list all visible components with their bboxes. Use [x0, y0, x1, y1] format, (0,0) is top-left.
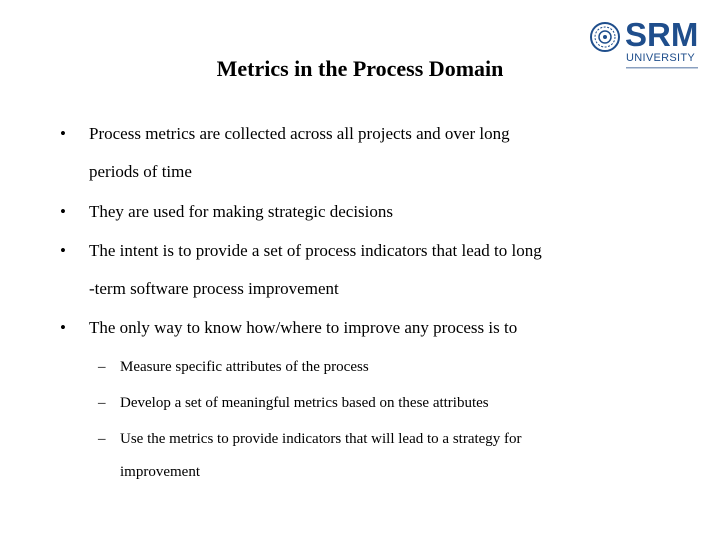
- sub-bullet-marker: –: [98, 395, 106, 411]
- sub-bullet-text: Develop a set of meaningful metrics based on these attributes: [120, 395, 489, 411]
- sub-bullet-text: Use the metrics to provide indicators that will lead to a strategy for: [120, 431, 522, 447]
- bullet-marker: •: [60, 124, 66, 143]
- sub-bullet-marker: –: [98, 431, 106, 447]
- bullet-text: Process metrics are collected across all projects and over long: [89, 124, 510, 143]
- sub-bullet-marker: –: [98, 359, 106, 375]
- bullet-text: The only way to know how/where to improve any process is to: [89, 318, 518, 337]
- logo-wordmark: SRM: [625, 16, 699, 53]
- bullet-marker: •: [60, 318, 66, 337]
- sub-bullet-text: Measure specific attributes of the process: [120, 359, 369, 375]
- bullet-marker: •: [60, 241, 66, 260]
- bullet-marker: •: [60, 202, 66, 221]
- university-seal-icon: [590, 22, 620, 52]
- bullet-text: The intent is to provide a set of process indicators that lead to long: [89, 241, 542, 260]
- bullet-text: They are used for making strategic decisions: [89, 202, 394, 221]
- sub-bullet-text-continued: improvement: [120, 464, 200, 480]
- logo-subtitle: UNIVERSITY: [626, 52, 696, 64]
- bullet-text-continued: periods of time: [89, 162, 192, 181]
- slide-title: Metrics in the Process Domain: [216, 56, 504, 81]
- bullet-text-continued: -term software process improvement: [89, 279, 339, 298]
